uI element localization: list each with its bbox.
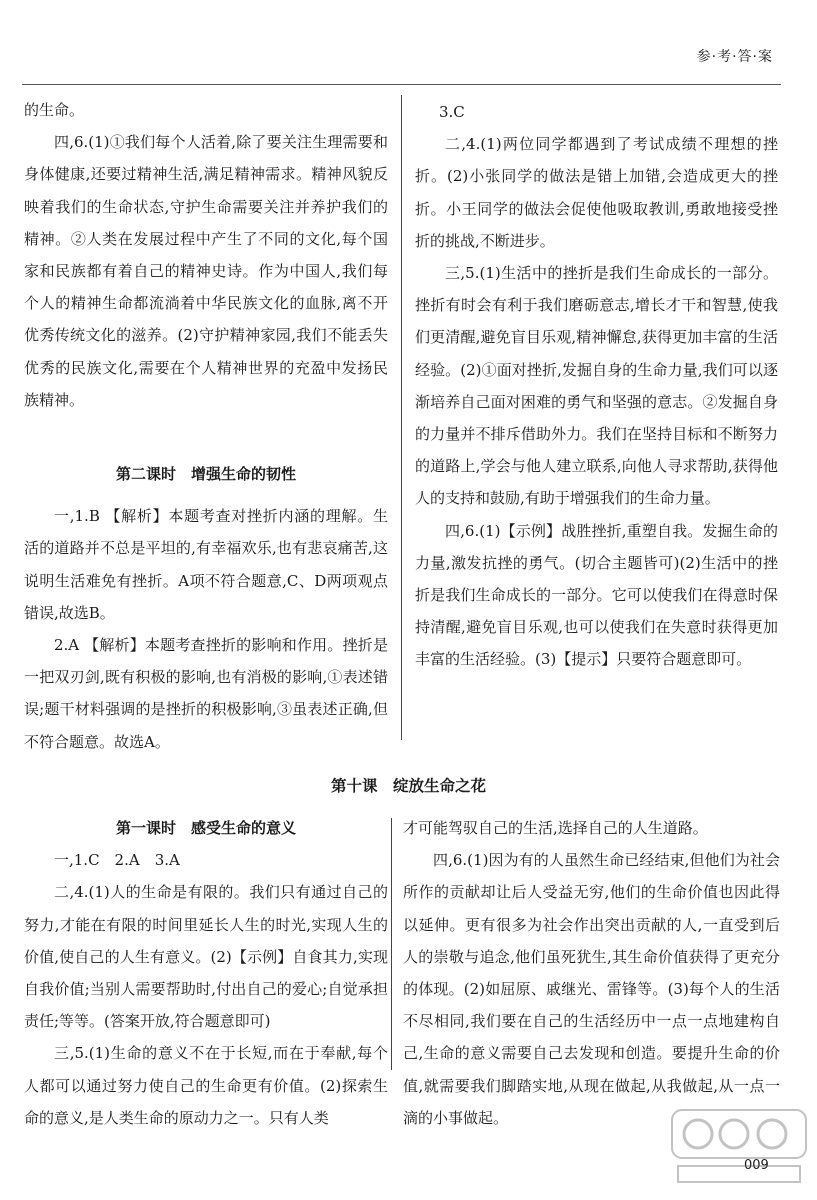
column-divider <box>391 818 392 1070</box>
chapter-title: 第十课 绽放生命之花 <box>330 777 486 795</box>
watermark-logo <box>668 1104 810 1192</box>
column-divider <box>401 95 402 740</box>
top-right-column <box>415 96 778 676</box>
bottom-left-column <box>24 812 388 1134</box>
paragraph: 四,6.(1)①我们每个人活着,除了要关注生理需要和身体健康,还要过精神生活,满足精神需求。精神风貌反映着我们的生命状态,守护生命需要关注并养护我们的精神。②人类在发展过程中产生了不同的文化,每个国家和民族都有着自己的精神史诗。作为中国人,我们每个人的精神生命都流淌着中华民族文化的血脉,离不开优秀传统文化的滋养。(2)守护精神家园,我们不能丢失优秀的民族文化,需要在个人精神世界的充盈中发扬民族精神。 <box>24 133 388 409</box>
page-number: 009 <box>744 1158 769 1173</box>
paragraph: 二,4.(1)人的生命是有限的。我们只有通过自己的努力,才能在有限的时间里延长人生的时光,实现人生的价值,使自己的人生有意义。(2)【示例】自食其力,实现自我价值;当别人需要帮助时,付出自己的爱心;自觉承担责任;等等。(答案开放,符合题意即可) <box>24 883 388 1031</box>
paragraph: 的生命。 <box>24 101 85 119</box>
header-rule <box>22 84 781 85</box>
top-left-column <box>24 94 388 758</box>
paragraph: 3.C <box>439 103 465 121</box>
paragraph: 2.A 【解析】本题考查挫折的影响和作用。挫折是一把双刃剑,既有积极的影响,也有消极的影响,①表述错误;题干材料强调的是挫折的积极影响,③虽表述正确,但不符合题意。故选A。 <box>24 636 388 751</box>
paragraph: 二,4.(1)两位同学都遇到了考试成绩不理想的挫折。(2)小张同学的做法是错上加错,会造成更大的挫折。小王同学的做法会促使他吸取教训,勇敢地接受挫折的挑战,不断进步。 <box>415 135 778 250</box>
lesson-heading: 第二课时 增强生命的韧性 <box>115 465 296 484</box>
paragraph: 一,1.C 2.A 3.A <box>54 851 180 870</box>
paragraph: 四,6.(1)【示例】战胜挫折,重塑自我。发掘生命的力量,激发抗挫的勇气。(切合主题皆可)(2)生活中的挫折是我们生命成长的一部分。它可以使我们在得意时保持清醒,避免盲目乐观,也可以使我们在失意时获得更加丰富的生活经验。(3)【提示】只要符合题意即可。 <box>415 521 778 669</box>
paragraph: 才可能驾驭自己的生活,选择自己的人生道路。 <box>403 819 708 837</box>
paragraph: 四,6.(1)因为有的人虽然生命已经结束,但他们为社会所作的贡献却让后人受益无穷,他们的生命价值也因此得以延伸。更有很多为社会作出突出贡献的人,一直受到后人的崇敬与追念,他们虽死犹生,其生命价值获得了更充分的体现。(2)如屈原、戚继光、雷锋等。(3)每个人的生活不尽相同,我们要在自己的生活经历中一点一点地建构自己,生命的意义需要自己去发现和创造。要提升生命的价值,就需要我们脚踏实地,从现在做起,从我做起,从一点一滴的小事做起。 <box>403 851 780 1127</box>
bottom-right-column <box>403 812 780 1134</box>
lesson-heading: 第一课时 感受生命的意义 <box>115 819 296 837</box>
paragraph: 三,5.(1)生命的意义不在于长短,而在于奉献,每个人都可以通过努力使自己的生命更有价值。(2)探索生命的意义,是人类生命的原动力之一。只有人类 <box>24 1044 388 1127</box>
paragraph: 一,1.B 【解析】本题考查对挫折内涵的理解。生活的道路并不总是平坦的,有幸福欢乐,也有悲哀痛苦,这说明生活难免有挫折。A项不符合题意,C、D两项观点错误,故选B。 <box>24 507 388 622</box>
page-header-title: 参·考·答·案 <box>696 49 773 65</box>
paragraph: 三,5.(1)生活中的挫折是我们生命成长的一部分。挫折有时会有利于我们磨砺意志,增长才干和智慧,使我们更清醒,避免盲目乐观,精神懈怠,获得更加丰富的生活经验。(2)①面对挫折,发掘自身的生命力量,我们可以逐渐培养自己面对困难的勇气和坚强的意志。②发掘自身的力量并不排斥借助外力。我们在坚持目标和不断努力的道路上,学会与他人建立联系,向他人寻求帮助,获得他人的支持和鼓励,有助于增强我们的生命力量。 <box>415 264 778 508</box>
